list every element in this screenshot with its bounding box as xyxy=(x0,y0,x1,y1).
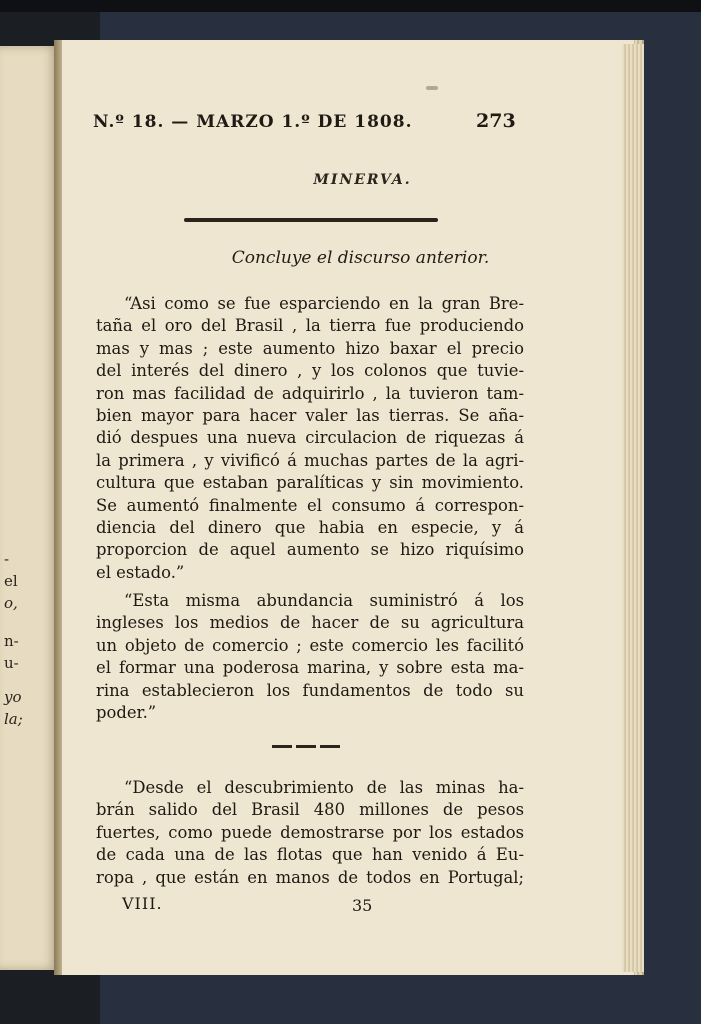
text-line: proporcion de aquel aumento se hizo riquísimo xyxy=(96,540,524,560)
text-line: mas y mas ; este aumento hizo baxar el precio xyxy=(96,338,524,358)
facing-page-fragment: n- xyxy=(4,632,19,650)
text-line: “Desde el descubrimiento de las minas ha- xyxy=(124,778,524,797)
text-line: dió despues una nueva circulacion de riquezas á xyxy=(96,428,524,448)
paper-stain xyxy=(426,86,438,90)
issue-date: N.º 18. — MARZO 1.º DE 1808. xyxy=(93,112,413,132)
text-line: poder.” xyxy=(96,702,157,722)
text-line: bien mayor para hacer valer las tierras. Se aña- xyxy=(96,405,524,425)
facing-page-fragment: o, xyxy=(4,594,18,612)
text-line: la primera , y vivificó á muchas partes de la agri- xyxy=(96,450,524,470)
text-line: diencia del dinero que habia en especie, y á xyxy=(96,517,524,537)
text-line: cultura que estaban paralíticas y sin movimiento. xyxy=(96,473,524,493)
text-line: taña el oro del Brasil , la tierra fue produciendo xyxy=(96,316,524,336)
text-line: un objeto de comercio ; este comercio les facilitó xyxy=(96,635,524,655)
text-line: “Asi como se fue esparciendo en la gran Bre- xyxy=(124,294,524,313)
section-separator xyxy=(272,745,340,748)
paragraph-2 xyxy=(96,590,524,724)
text-line: el estado.” xyxy=(96,562,185,582)
facing-page-fragment: el xyxy=(4,572,18,590)
text-line: Se aumentó finalmente el consumo á correspon- xyxy=(96,495,524,515)
ornamental-rule xyxy=(184,218,438,222)
facing-page-fragment: u- xyxy=(4,654,19,672)
paragraph-1 xyxy=(96,293,524,584)
text-line: del interés del dinero , y los colonos que tuvie- xyxy=(96,361,524,381)
text-line: ropa , que están en manos de todos en Portugal; xyxy=(96,867,524,887)
text-line: ingleses los medios de hacer de su agricultura xyxy=(96,613,524,633)
signature-mark: VIII. xyxy=(122,894,163,913)
text-line: brán salido del Brasil 480 millones de pesos xyxy=(96,800,524,820)
facing-page-fragment: yo xyxy=(4,688,22,706)
page-number: 273 xyxy=(476,110,516,132)
text-line: fuertes, como puede demostrarse por los estados xyxy=(96,822,524,842)
scan-top-strip xyxy=(0,0,701,12)
text-line: de cada una de las flotas que han venido á Eu- xyxy=(96,845,524,865)
section-title: Concluye el discurso anterior. xyxy=(231,248,490,268)
facing-page-fragment: la; xyxy=(4,710,23,728)
sheet-mark: 35 xyxy=(352,896,373,915)
text-line: ron mas facilidad de adquirirlo , la tuvieron tam- xyxy=(96,383,524,403)
text-line: “Esta misma abundancia suministró á los xyxy=(124,591,524,610)
text-line: el formar una poderosa marina, y sobre esta ma- xyxy=(96,658,524,678)
running-title: MINERVA. xyxy=(313,172,412,188)
paragraph-3 xyxy=(96,777,524,889)
facing-page-fragment: - xyxy=(4,550,10,568)
text-line: rina establecieron los fundamentos de todo su xyxy=(96,680,524,700)
